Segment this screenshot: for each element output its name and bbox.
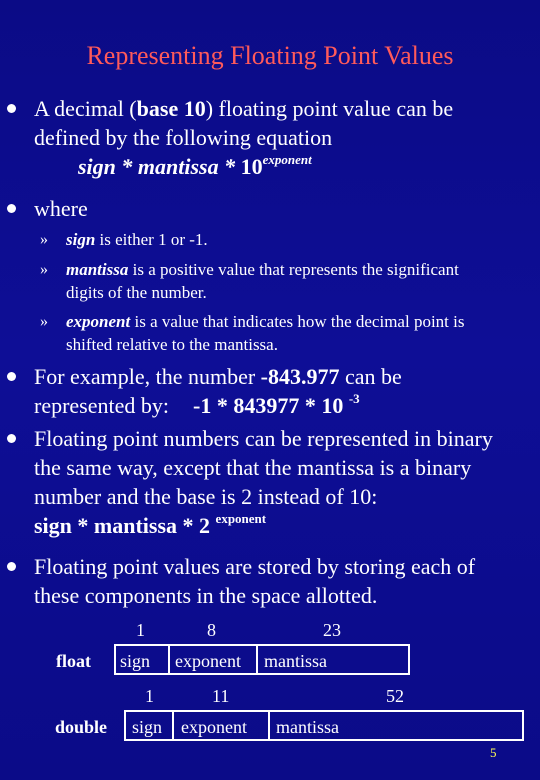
sub-term-mantissa: mantissa xyxy=(66,260,129,279)
double-mantissa-bits: 52 xyxy=(386,686,404,706)
raquo-icon: » xyxy=(40,261,48,278)
float-sign-field: sign xyxy=(120,651,151,671)
bullet-storage xyxy=(34,552,534,610)
sub-term-sign: sign xyxy=(66,230,96,249)
float-mantissa-field: mantissa xyxy=(264,651,327,671)
sub-rest-mantissa: is a positive value that represents the significant xyxy=(128,260,459,279)
double-mantissa-field: mantissa xyxy=(276,717,339,737)
double-divider xyxy=(172,710,174,741)
bullet1-text-c: ) floating point value can be xyxy=(205,96,454,121)
float-bit-box xyxy=(114,644,410,675)
example-value: -843.977 xyxy=(260,364,340,389)
float-sign-bits: 1 xyxy=(136,620,145,640)
bullet-dot-icon xyxy=(7,562,16,571)
bullet-dot-icon xyxy=(7,434,16,443)
double-sign-field: sign xyxy=(132,717,163,737)
float-divider xyxy=(168,644,170,675)
example-expression: -1 * 843977 * 10 xyxy=(193,393,344,418)
sub-exponent-line2: shifted relative to the mantissa. xyxy=(66,335,278,354)
double-sign-bits: 1 xyxy=(145,686,154,706)
float-label: float xyxy=(56,651,91,671)
bullet1-base10: base 10 xyxy=(136,96,206,121)
bullet-binary xyxy=(34,424,540,540)
sub-bullet-sign xyxy=(40,228,208,251)
sub-bullet-exponent xyxy=(40,310,540,356)
bullet-example xyxy=(34,362,534,420)
bullet3-text-a: For example, the number xyxy=(34,364,261,389)
sub-rest-sign: is either 1 or -1. xyxy=(95,230,208,249)
sub-rest-exponent: is a value that indicates how the decimal point is xyxy=(130,312,465,331)
double-exponent-bits: 11 xyxy=(212,686,230,706)
sub-mantissa-line2: digits of the number. xyxy=(66,283,207,302)
bullet5-line2: these components in the space allotted. xyxy=(34,583,378,608)
binary-equation: sign * mantissa * 2 xyxy=(34,513,211,538)
bullet-dot-icon xyxy=(7,372,16,381)
double-label: double xyxy=(55,717,108,737)
bullet4-line2: the same way, except that the mantissa is a binary xyxy=(34,455,472,480)
bullet3-text-b: can be xyxy=(339,364,402,389)
bullet4-line1: Floating point numbers can be represented in binary xyxy=(34,426,493,451)
bullet-decimal-definition xyxy=(34,94,534,181)
page-number: 5 xyxy=(490,745,497,760)
equation-base: 10 xyxy=(240,154,263,179)
float-divider xyxy=(256,644,258,675)
float-exponent-field: exponent xyxy=(175,651,241,671)
double-divider xyxy=(268,710,270,741)
equation-terms: sign * mantissa * xyxy=(78,154,241,179)
bullet1-line2: defined by the following equation xyxy=(34,125,333,150)
bullet-dot-icon xyxy=(7,204,16,213)
bullet3-line2: represented by: xyxy=(34,393,169,418)
bullet4-line3: number and the base is 2 instead of 10: xyxy=(34,484,378,509)
bullet-dot-icon xyxy=(7,104,16,113)
bullet2-text: where xyxy=(34,196,88,221)
raquo-icon: » xyxy=(40,231,48,248)
float-mantissa-bits: 23 xyxy=(323,620,341,640)
raquo-icon: » xyxy=(40,313,48,330)
decimal-equation xyxy=(34,151,312,179)
float-exponent-bits: 8 xyxy=(207,620,216,640)
double-exponent-field: exponent xyxy=(181,717,247,737)
binary-equation-exponent: exponent xyxy=(215,510,267,526)
sub-bullet-mantissa xyxy=(40,258,540,304)
bullet1-text-a: A decimal ( xyxy=(34,96,137,121)
bullet5-line1: Floating point values are stored by storing each of xyxy=(34,554,476,579)
bullet-where xyxy=(34,194,88,223)
example-exponent: -3 xyxy=(348,390,360,406)
sub-term-exponent: exponent xyxy=(66,312,131,331)
slide-title: Representing Floating Point Values xyxy=(86,41,454,70)
equation-exponent: exponent xyxy=(262,151,312,167)
